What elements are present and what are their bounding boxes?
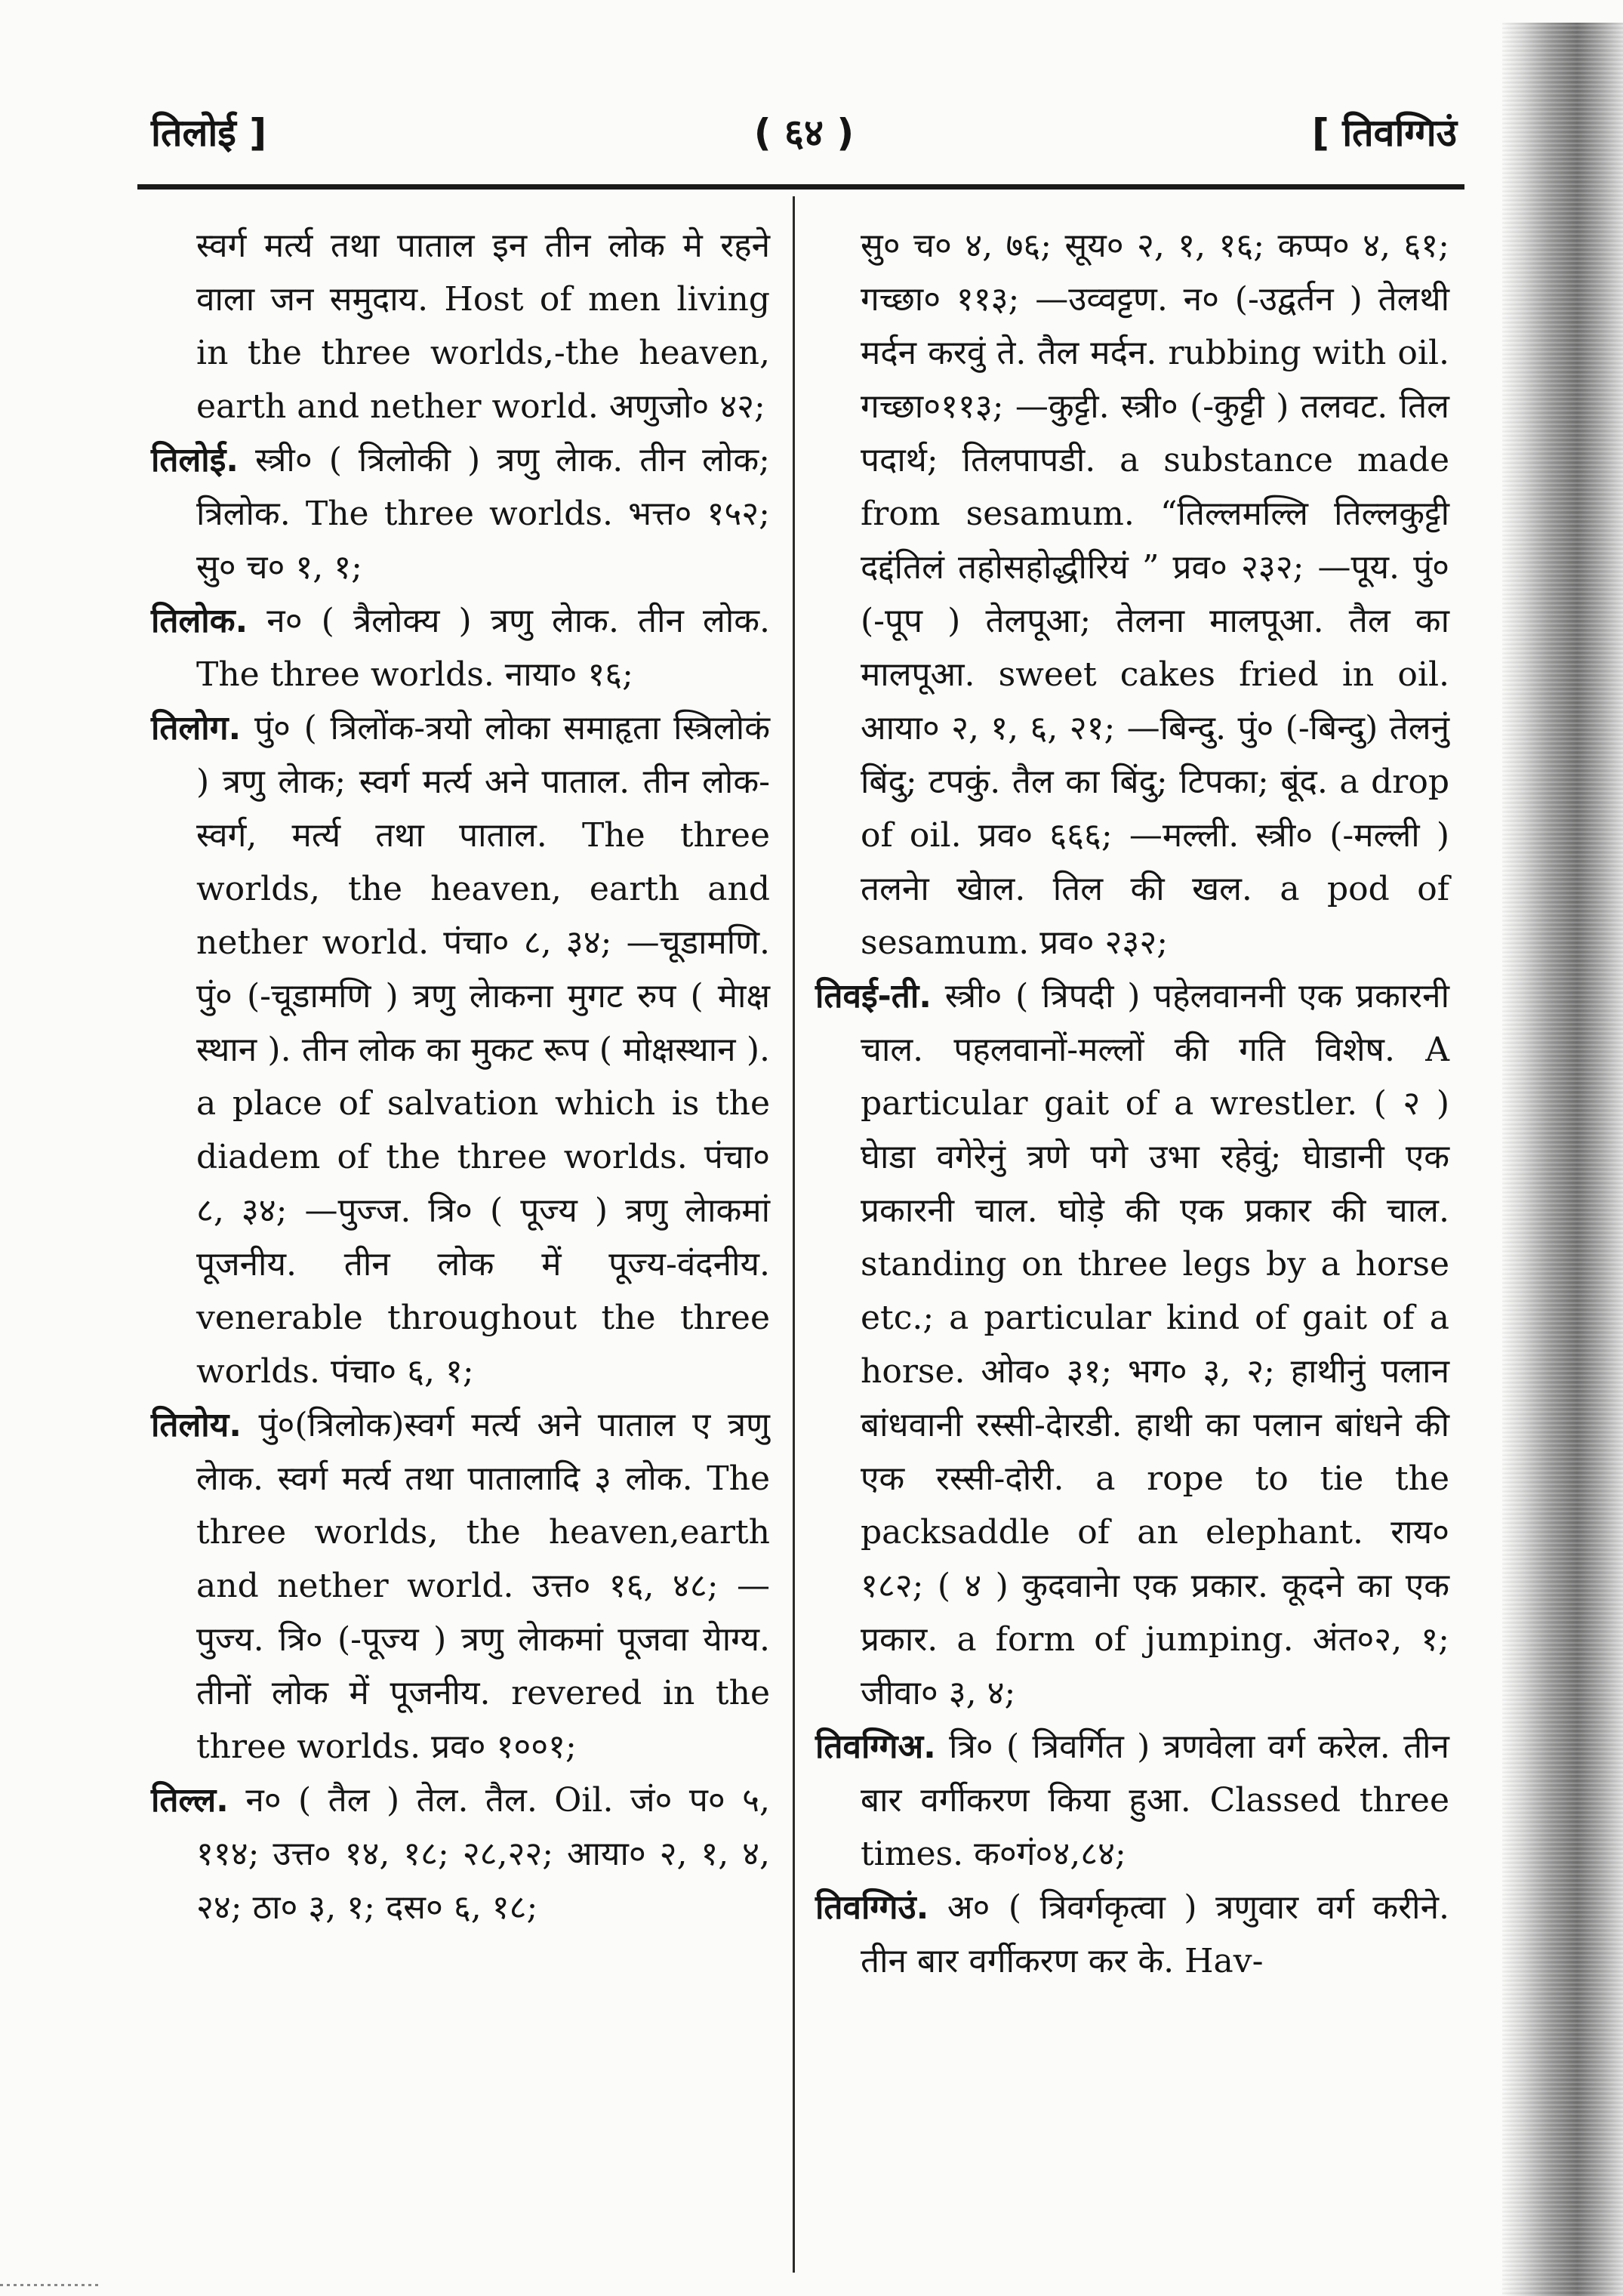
entry-definition: स्त्री० ( त्रिलोकी ) त्रणु लेाक. तीन लोक; त्रिलोक. The three worlds. भत्त० १५२; सु० च० १, १; — [196, 441, 770, 587]
dictionary-entry — [815, 1720, 1449, 1881]
entry-definition: पुं० ( त्रिलोंक-त्रयो लोका समाहृता स्त्रिलोकं ) त्रणु लेाक; स्वर्ग मर्त्य अने पाताल. तीन लोक-स्वर्ग, मर्त्य तथा पाताल. The three worlds, the heaven, earth and nether world. पंचा० ८, ३४; —चूडामणि. पुं० (-चूडामणि ) त्रणु लेाकना मुगट रुप ( मेाक्ष स्थान ). तीन लोक का मुकट रूप ( मोक्षस्थान ). a place of salvation which is the diadem of the three worlds. पंचा० ८, ३४; —पुज्ज. त्रि० ( पूज्य ) त्रणु लेाकमां पूजनीय. तीन लोक में पूज्य-वंदनीय. venerable throughout the three worlds. पंचा० ६, १; — [196, 709, 770, 1391]
dictionary-entry — [815, 1881, 1449, 1988]
dictionary-entry — [151, 433, 770, 594]
entry-definition: अ० ( त्रिवर्गकृत्वा ) त्रणुवार वर्ग करीने. तीन बार वर्गीकरण कर के. Hav- — [861, 1888, 1449, 1980]
column-divider — [793, 196, 795, 2273]
left-column — [151, 219, 770, 1934]
entry-definition: त्रि० ( त्रिवर्गित ) त्रणवेला वर्ग करेल. तीन बार वर्गीकरण किया हुआ. Classed three times. क०गं०४,८४; — [861, 1727, 1449, 1873]
headword: तिलोक. — [151, 602, 248, 640]
entry-definition: पुं०(त्रिलोक)स्वर्ग मर्त्य अने पाताल ए त्रणु लेाक. स्वर्ग मर्त्य तथा पातालादि ३ लोक. The three worlds, the heaven,earth and nether world. उत्त० १६, ४८; —पुज्य. त्रि० (-पूज्य ) त्रणु लेाकमां पूजवा येाग्य. तीनों लोक में पूजनीय. revered in the three worlds. प्रव० १००१; — [196, 1406, 770, 1766]
headword: तिवग्गिउं. — [815, 1888, 929, 1927]
header-right-guide-word: [ तिवग्गिउं — [1311, 111, 1457, 155]
right-column — [815, 219, 1449, 1988]
headword: तिलोग. — [151, 709, 242, 747]
entry-definition: न० ( त्रैलोक्य ) त्रणु लेाक. तीन लोक. The three worlds. नाया० १६; — [196, 602, 770, 694]
page-number: ( ६४ ) — [753, 111, 855, 155]
headword: तिल्ल. — [151, 1781, 229, 1820]
scan-edge-shadow — [1502, 23, 1623, 2296]
dictionary-entry — [151, 1398, 770, 1774]
dictionary-entry — [151, 701, 770, 1398]
page-header — [151, 106, 1457, 166]
continued-entry: स्वर्ग मर्त्य तथा पाताल इन तीन लोक मे रहने वाला जन समुदाय. Host of men living in the three worlds,-the heaven, earth and nether world. अणुजो० ४२; — [196, 227, 770, 426]
header-rule — [137, 184, 1464, 190]
headword: तिवग्गिअ. — [815, 1727, 936, 1766]
header-left-guide-word: तिलोई ] — [151, 111, 267, 155]
dictionary-entry — [151, 594, 770, 701]
dictionary-entry — [151, 1774, 770, 1934]
headword: तिलोई. — [151, 441, 239, 479]
continued-entry: सु० च० ४, ७६; सूय० २, १, १६; कप्प० ४, ६१; गच्छा० ११३; —उव्वट्टण. न० (-उद्वर्तन ) तेलथी मर्दन करवुं ते. तैल मर्दन. rubbing with oil. गच्छा०११३; —कुट्टी. स्त्री० (-कुट्टी ) तलवट. तिल पदार्थ; तिलपापडी. a substance made from sesamum. “तिल्लमल्लि तिल्लकुट्टी दद्दंतिलं तहोसहोद्धीरियं ” प्रव० २३२; —पूय. पुं० (-पूप ) तेलपूआ; तेलना मालपूआ. तैल का मालपूआ. sweet cakes fried in oil. आया० २, १, ६, २१; —बिन्दु. पुं० (-बिन्दु) तेलनुं बिंदु; टपकुं. तैल का बिंदु; टिपका; बूंद. a drop of oil. प्रव० ६६६; —मल्ली. स्त्री० (-मल्ली ) तलनेा खेाल. तिल की खल. a pod of sesamum. प्रव० २३२; — [861, 227, 1449, 962]
entry-definition: स्त्री० ( त्रिपदी ) पहेलवाननी एक प्रकारनी चाल. पहलवानों-मल्लों की गति विशेष. A particular gait of a wrestler. ( २ ) घेाडा वगेरेनुं त्रणे पगे उभा रहेवुं; घेाडानी एक प्रकारनी चाल. घोड़े की एक प्रकार की चाल. standing on three legs by a horse etc.; a particular kind of gait of a horse. ओव० ३१; भग० ३, २; हाथीनुं पलान बांधवानी रस्सी-देारडी. हाथी का पलान बांधने की एक रस्सी-दोरी. a rope to tie the packsaddle of an elephant. राय० १८२; ( ४ ) कुदवानेा एक प्रकार. कूदने का एक प्रकार. a form of jumping. अंत०२, १; जीवा० ३, ४; — [861, 977, 1449, 1712]
entry-definition: न० ( तैल ) तेल. तैल. Oil. जं० प० ५, ११४; उत्त० १४, १८; २८,२२; आया० २, १, ४, २४; ठा० ३, १; दस० ६, १८; — [196, 1781, 770, 1927]
dictionary-entry — [815, 969, 1449, 1720]
headword: तिवई-ती. — [815, 977, 932, 1015]
scan-artifact-dots — [0, 2284, 98, 2286]
headword: तिलोय. — [151, 1406, 242, 1444]
